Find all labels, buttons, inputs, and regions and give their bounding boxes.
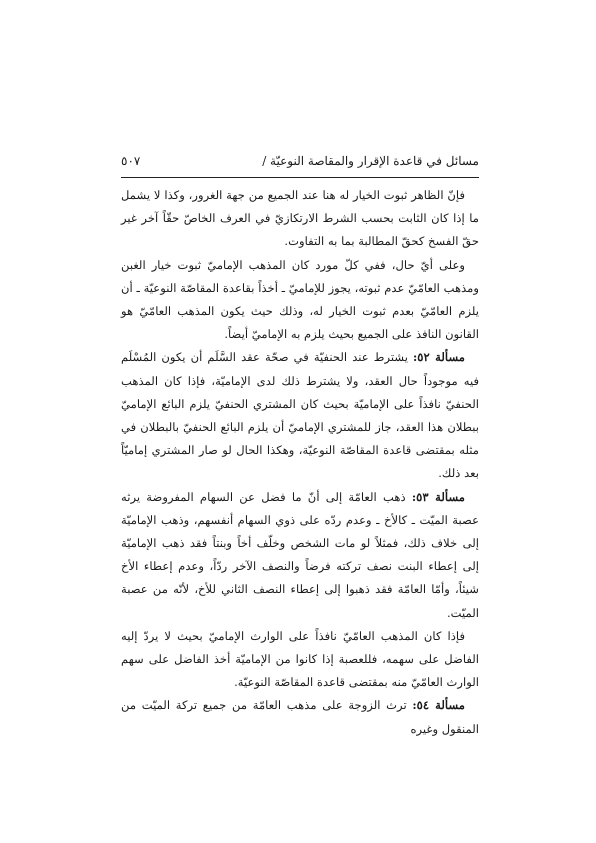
page-number: ٥٠٧ bbox=[121, 154, 141, 168]
paragraph-text: وعلى أيّ حال، ففي كلّ مورد كان المذهب الإماميّ ثبوت خيار الغبن ومذهب العامّيّ عدم ثبوته، يجوز للإماميّ ـ أخذاً بقاعدة المقاصّة النوعيّة ـ أن يلزم العامّيّ بعدم ثبوت الخيار له، وذلك حيث يكون المذهب العامّيّ هو القانون النافذ على الجميع بحيث يلزم به الإماميّ أيضاً. bbox=[121, 257, 479, 342]
paragraph-text: يشترط عند الحنفيّة في صحّة عقد السَّلَم أن يكون المُسْلَم فيه موجوداً حال العقد، ولا يشترط ذلك لدى الإماميّة، فإذا كان المذهب الحنفيّ نافذاً على الإماميّة بحيث كان المشتري الحنفيّ يلزم البائع الإماميّ ببطلان هذا العقد، جاز للمشتري الإماميّ أن يلزم البائع الحنفيّ بالبطلان في مثله بمقتضى قاعدة المقاصّة النوعيّة، وهكذا الحال لو صار المشتري إماميّاً بعد ذلك. bbox=[121, 350, 479, 481]
paragraph bbox=[121, 184, 479, 254]
running-header bbox=[121, 154, 479, 174]
body-text bbox=[121, 184, 479, 741]
running-header-title: مسائل في قاعدة الإقرار والمقاصة النوعيّة / bbox=[262, 154, 479, 168]
paragraph-text: ذهب العامّة إلى أنّ ما فضل عن السهام المفروضة يرثه عصبة الميّت ـ كالأخ ـ وعدم ردّه على ذوي السهام أنفسهم، وذهب الإماميّة إلى خلاف ذلك، فمثلاً لو مات الشخص وخلّف أخاً وبنتاً فقد ذهب الإماميّة إلى إعطاء البنت نصف تركته فرضاً والنصف الآخر ردّاً، وعدم إعطاء الأخ شيئاً، وأمّا العامّة فقد ذهبوا إلى إعطاء النصف الثاني للأخ، لأنّه من عصبة الميّت. bbox=[121, 489, 479, 620]
paragraph-text: فإنّ الظاهر ثبوت الخيار له هنا عند الجميع من جهة الغرور، وكذا لا يشمل ما إذا كان الثابت بحسب الشرط الارتكازيّ في العرف الخاصّ حقّاً آخر غير حقّ الفسخ كحقّ المطالبة بما به التفاوت. bbox=[121, 188, 479, 249]
paragraph-text: ترث الزوجة على مذهب العامّة من جميع تركة الميّت من المنقول وغيره bbox=[121, 698, 479, 736]
paragraph bbox=[121, 625, 479, 695]
paragraph bbox=[121, 694, 479, 740]
issue-number: مسألة ٥٢: bbox=[413, 350, 466, 365]
header-rule bbox=[121, 177, 479, 178]
paragraph-text: فإذا كان المذهب العامّيّ نافذاً على الوارث الإماميّ بحيث لا يردّ إليه الفاضل على سهمه، فللعصبة إذا كانوا من الإماميّة أخذ الفاضل على سهم الوارث العامّيّ منه بمقتضى قاعدة المقاصّة النوعيّة. bbox=[121, 628, 479, 690]
issue-number: مسألة ٥٣: bbox=[411, 489, 466, 504]
paragraph bbox=[121, 486, 479, 625]
issue-number: مسألة ٥٤: bbox=[412, 698, 465, 713]
paragraph bbox=[121, 254, 479, 347]
paragraph bbox=[121, 346, 479, 485]
